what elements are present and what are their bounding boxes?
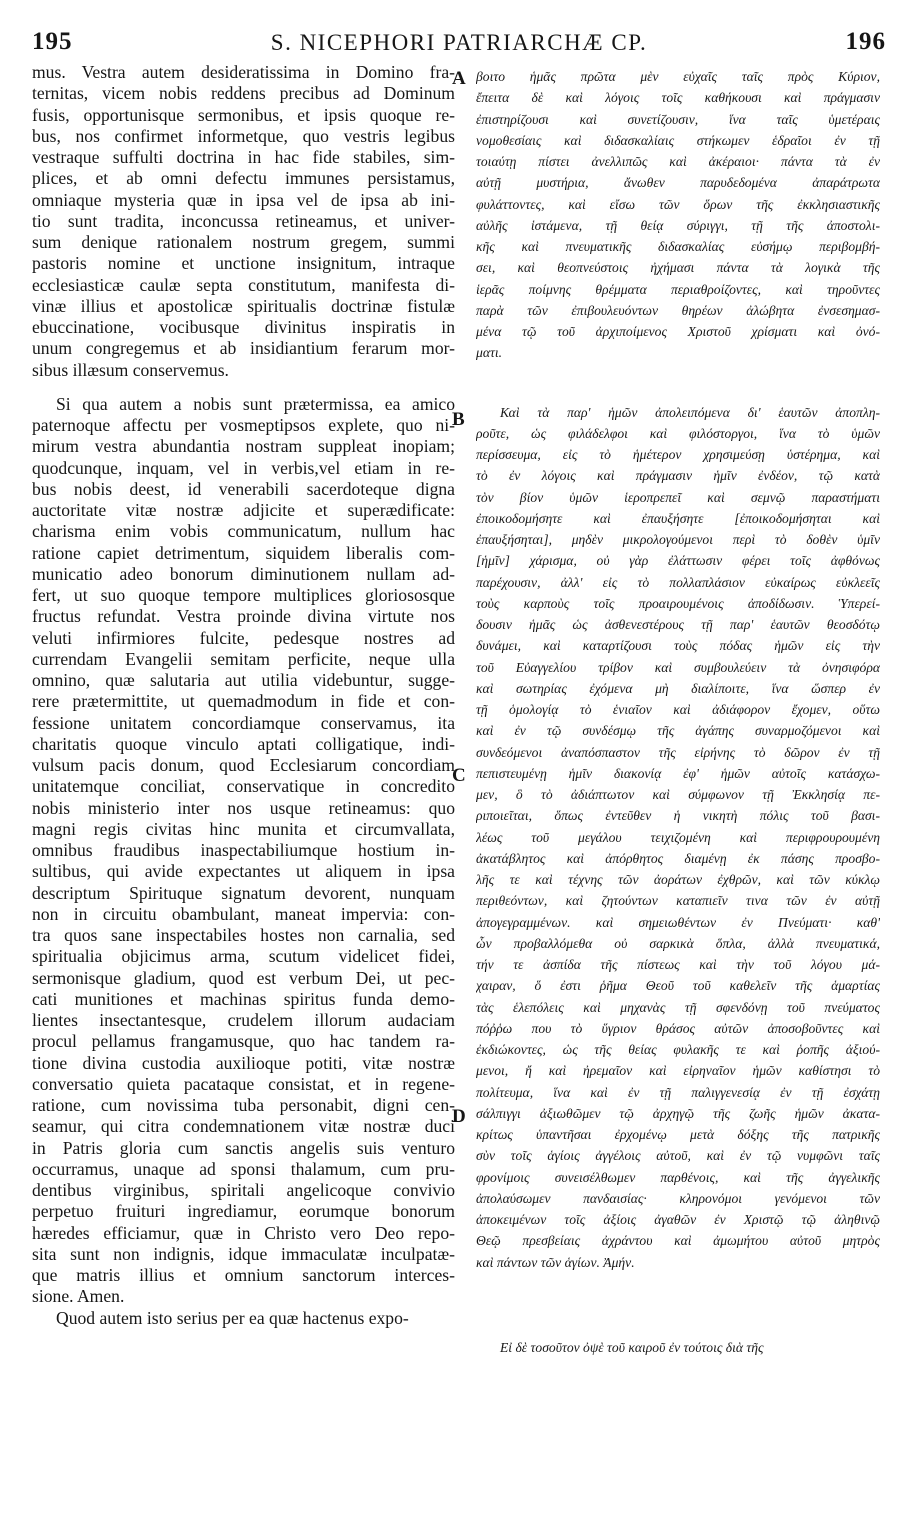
text-line: τήν τε ἀσπίδα τῆς πίστεως καὶ τὴν τοῦ λόγου μά- [476,957,880,972]
text-line: μεν, ὃ τὸ ἀδιάπτωτον καὶ σύμφωνον τῇ Ἐκκλησίᾳ πε- [476,787,880,802]
text-line: unum congregemus et ab insidiantium ferarum mor- [32,338,455,359]
greek-paragraph-3 [476,1337,880,1358]
paragraph-gap [476,364,880,402]
text-line: vestraque suffulti doctrina in hac fide stabiles, sim- [32,147,455,167]
running-header [32,28,886,60]
text-line: auctoritate vitæ nostræ adjicite et superædificate: [32,500,455,520]
text-line: Quod autem isto serius per ea quæ hactenus expo- [56,1307,409,1328]
latin-column [32,62,455,1329]
text-line: omniaque mysteria quæ in ipsa vel de ipsa ab ini- [32,189,455,210]
text-line: omnibus fraudibus inaspectabiliumque hostium in- [32,840,455,860]
text-line: bus, nos confirmet informetque, quo vestris legibus [32,125,455,146]
page-number-left: 195 [32,28,73,55]
text-line: magni regis civitas hinc munita et circumvallata, [32,818,455,839]
text-line: ratione capiet detrimentum, siquidem liberalis com- [32,542,455,563]
text-line: ἐπαυξήσηται], μηδὲν μικρολογούμενοι περὶ τὸ δοθὲν ὑμῖν [476,532,880,547]
text-line: μενοι, ἤ καὶ ἠρεμαῖον καὶ εἰρηναῖον ἡμῶν καθίστησι τὸ [476,1063,880,1079]
text-line: ἀκατάβλητος καὶ ἀπόρθητος διαμένῃ ἐκ πάσης προσβο- [476,850,880,866]
text-line: non in circuitu obambulant, maneat impervia: con- [32,903,455,924]
text-line: δυνάμει, καὶ καταρτίζουσι τοὺς πόδας ἡμῶν εἰς τὴν [476,638,880,654]
latin-paragraph-2 [32,394,455,1308]
text-line: cati munitiones et machinas spiritus funda demo- [32,988,455,1009]
text-line: unitatemque conciliat, conservatique in concredito [32,776,455,797]
text-line: ἐποικοδομήσητε καὶ ἐπαυξήσητε [ἐποικοδομήσηται καὶ [476,510,880,526]
text-line: bus nobis deest, id venerabili sacerdoteque digna [32,478,455,499]
text-line: τῇ ὁμολογίᾳ τὸ ἑνιαῖον καὶ ἀδιάφορον ἔχομεν, οὕτω [476,702,880,717]
text-line: tio sunt tradita, inconcussa retineamus, et univer- [32,210,455,231]
text-line: βοιτο ἡμᾶς πρῶτα μὲν εὐχαῖς ταῖς πρὸς Κύριον, [476,69,880,84]
text-line: sum denique rationalem nostrum gregem, summi [32,232,455,252]
text-line: sultibus, qui avide expectantes ut aliquem in ipsa [32,861,455,882]
text-line: πόῤῥω που τὸ ὕγριον θράσος αὐτῶν ἀποσοβοῦντες καὶ [476,1020,880,1036]
text-line: currendam Evangelii semitam perficite, neque ulla [32,648,455,669]
text-line: sibus illæsum conservemus. [32,359,229,380]
text-line: vinæ illius et apostolicæ spiritualis doctrinæ fistulæ [32,295,455,316]
text-line: omnino, quæ salutaria aut utilia videbuntur, sugge- [32,670,455,690]
paragraph-gap [476,1273,880,1337]
text-line: que matris illius et omnium sanctorum interces- [32,1265,455,1285]
text-line: mirum vestra abundantia nostram suppleat inopiam; [32,436,455,457]
text-line: κρίτως ὑπαντῆσαι ἐρχομένῳ μετὰ δόξης τῆς πατρικῆς [476,1127,880,1142]
text-line: ecclesiasticæ caulæ septa constitutum, manifesta di- [32,274,455,295]
text-line: veluti infirmiores fulcite, pedesque nostres ad [32,627,455,648]
text-line: κῆς καὶ πνευματικῆς διδασκαλίας εὐσήμῳ περιβομβή- [476,239,880,254]
page-number-right: 196 [845,28,886,55]
text-line: ἀπολαύσωμεν πανδαισίας· κληρονόμοι γενόμενοι τῶν [476,1190,880,1206]
text-line: tra quos sane inspectabiles hostes non carnalia, sed [32,925,455,945]
text-line: τοιαύτῃ πίστει ἀνελλιπῶς καὶ ἀκέραιοι· πάντα τὰ ἐν [476,154,880,169]
text-line: sermonisque gladium, quod est verbum Dei, ut pec- [32,967,455,988]
running-title: S. NICEPHORI PATRIARCHÆ CP. [270,30,648,55]
text-line: παρὰ τῶν ἐπιβουλευόντων θηρέων ἀλώβητα ἐνσεσημασ- [476,302,880,318]
text-line: vulsum pacis donum, quod Ecclesiarum concordiam [32,755,455,775]
section-marker-d: D [452,1106,466,1127]
text-line: περίσσευμα, εἰς τὸ ἡμέτερον χρησιμεύσῃ ὑστέρημα, καὶ [476,447,880,462]
text-line: [ἡμῖν] χάρισμα, οὐ γὰρ ἐλάττωσιν φέρει τοῖς ἀφθόνως [476,553,880,569]
text-line: χαιραν, ὅ ἐστι ῥῆμα Θεοῦ τοῦ καθελεῖν τῆς ἁμαρτίας [476,978,880,994]
greek-paragraph-1 [476,66,880,364]
text-line: plices, et ab omni defectu immunes persistamus, [32,168,455,189]
text-line: σὺν τοῖς ἁγίοις ἀγγέλοις αὐτοῦ, καὶ ἐν τῷ νυμφῶνι ταῖς [476,1148,880,1164]
greek-column [476,66,880,1358]
latin-paragraph-1 [32,62,455,381]
text-line: ternitas, vicem nobis reddens precibus ad Dominum [32,83,455,104]
text-line: αὐτῇ μυστήρια, ἄνωθεν παρυδεδομένα ἀπαράτρωτα [476,175,880,191]
text-line: ἀποκειμένων τοῖς ἀξίοις ἀγαθῶν ἐν Χριστῷ τῷ ἀληθινῷ [476,1212,880,1227]
text-line: λέως τοῦ μεγάλου τειχιζομένη καὶ περιφρουρουμένη [476,829,880,845]
paragraph-gap [32,381,455,394]
text-line: ὧν προβαλλόμεθα οὐ σαρκικὰ ὅπλα, ἀλλὰ πνευματικά, [476,935,880,951]
text-line: procul pellamus frangamusque, quo hac tandem ra- [32,1031,455,1052]
section-marker-a: A [452,68,466,89]
text-line: Θεῷ πρεσβείαις ἀχράντου καὶ ἀμωμήτου αὐτοῦ μητρὸς [476,1233,880,1249]
text-line: descriptum Spirituque signatum devorent, nunquam [32,882,455,903]
text-line: conversatio quieta pacataque consistat, et in regene- [32,1073,455,1094]
text-line: τοῦ Εὐαγγελίου τρίβον καὶ συμβουλεύειν τὰ ὀνησιφόρα [476,659,880,675]
text-line: μένα τῷ τοῦ ἀρχιποίμενος Χριστοῦ χρίσματι καὶ ὀνό- [476,324,880,339]
text-line: ἀπογεγραμμένων. καὶ σημειωθέντων ἐν Πνεύματι· καθ' [476,914,880,930]
text-line: fessione unitatem concordiamque conservamus, ita [32,712,455,733]
text-line: sione. Amen. [32,1286,125,1307]
text-line: ἔπειτα δὲ καὶ λόγοις τοῖς καθήκουσι καὶ πράγμασιν [476,90,880,106]
text-line: σει, καὶ θεοπνεύστοις ἠχήμασι πάντα τὰ λογικὰ τῆς [476,260,880,276]
text-line: sita sunt non indignis, idque immaculatæ inculpatæ- [32,1243,455,1264]
text-line: φυλάττοντες, καὶ εἴσω τῶν ὅρων τῆς ἐκκλησιαστικῆς [476,196,880,212]
text-line: dentibus virginibus, spiritali angelicoque convivio [32,1180,455,1200]
text-line: σάλπιγγι ἀξιωθῶμεν τῷ ἀρχηγῷ τῆς ζωῆς ἡμῶν ἀκατα- [476,1105,880,1121]
text-line: τοὺς καρποὺς τοῖς προαιρουμένοις ἀποδίδωσιν. Ὑπερεί- [476,595,880,611]
text-line: quodcunque, inquam, vel in verbis,vel etiam in re- [32,457,455,478]
text-line: Εἰ δὲ τοσοῦτον ὀψὲ τοῦ καιροῦ ἐν τούτοις διὰ τῆς [500,1339,764,1355]
text-line: λῆς τε καὶ τέχνης τῶν ἀοράτων ἐχθρῶν, καὶ τῶν κύκλῳ [476,872,880,887]
text-line: pastoris nomine et unctione insignitum, intraque [32,253,455,274]
text-line: πεπιστευμένῃ ἡμῖν διακονίᾳ ἐφ' ἡμῶν αὐτοῖς κατάσχω- [476,765,880,781]
text-line: καὶ ἐν τῷ συνδέσμῳ τῆς ἀγάπης συναρμοζόμενοι καὶ [476,723,880,739]
text-line: ροῦτε, ὡς φιλάδελφοι καὶ φιλόστοργοι, ἵνα τὸ ὑμῶν [476,425,880,441]
text-line: καὶ σωτηρίας ἐχόμενα μὴ διαλίποιτε, ἵνα ὥσπερ ἐν [476,680,880,696]
text-line: ριποιεῖται, ὅπως ἐντεῦθεν ἡ νικητὴ πόλις τοῦ βασι- [476,808,880,824]
text-line: ebuccinatione, vocibusque divinitus inspiratis in [32,317,455,337]
text-line: paternoque affectu per vosmeptipsos explete, quo ni- [32,415,455,435]
text-line: ἐπιστηρίζουσι καὶ συνετίζουσιν, ἵνα ταῖς ὑμετέραις [476,111,880,127]
text-line: occurramus, unaque ad sponsi thalamum, cum pru- [32,1158,455,1179]
text-line: δουσιν ἡμᾶς ὡς ἀσθενεστέρους τῇ παρ' ἑαυτῶν θεοσδότῳ [476,617,880,632]
section-marker-b: B [452,409,465,430]
text-line: fructus refundat. Vestra proinde divina virtute nos [32,606,455,627]
text-line: Si qua autem a nobis sunt prætermissa, ea amico [56,393,455,414]
text-line: ἱερᾶς ποίμνης θρέμματα περιαθροίζοντες, καὶ τηροῦντες [476,281,880,297]
greek-paragraph-2 [476,402,880,1273]
text-line: charisma enim vobis communicatum, nullum hac [32,521,455,542]
text-line: in Patris gloria cum sanctis angelis suis venturo [32,1137,455,1158]
text-line: rere prætermittite, ut quemadmodum in fide et con- [32,691,455,712]
text-line: καὶ πάντων τῶν ἁγίων. Ἀμήν. [476,1254,635,1270]
section-marker-c: C [452,765,466,786]
text-line: fert, ut suo quoque tempore multiplices gloriososque [32,585,455,605]
latin-paragraph-3 [32,1308,455,1329]
text-line: mus. Vestra autem desideratissima in Domino fra- [32,62,455,82]
text-line: συνδεόμενοι ἀναπόσπαστον τῆς εἰρήνης τὸ δῶρον ἐν τῇ [476,744,880,760]
text-line: περιθεόντων, καὶ ζητούντων καταπιεῖν τινα τῶν ἐν αὐτῇ [476,893,880,909]
text-line: seamur, qui citra condemnationem vitæ nostræ duci [32,1116,455,1137]
text-line: παρέχουσιν, ἀλλ' εἰς τὸ πολλαπλάσιον εὐκαίρως εὐκλεεῖς [476,574,880,590]
text-line: fusis, opportunisque sermonibus, et ipsis quoque re- [32,104,455,125]
text-line: ἐκδιώκοντες, ὡς τῆς θείας φυλακῆς τε καὶ ῥοπῆς ἀξιού- [476,1042,880,1057]
text-line: τὸν βίον ὑμῶν ἱεροπρεπεῖ καὶ σεμνῷ παραστήματι [476,489,880,505]
text-line: perpetuo fruituri ingrediamur, eorumque bonorum [32,1201,455,1222]
text-line: τὸ ἐν λόγοις καὶ πράγμασιν ἡμῖν ἐνδέον, τῷ κατὰ [476,468,880,484]
text-line: municatio adeo bonorum diminutionem nullam ad- [32,563,455,584]
text-line: Καὶ τὰ παρ' ἡμῶν ἀπολειπόμενα δι' ἑαυτῶν ἀποπλη- [500,404,880,420]
text-line: charitatis quoque vinculo aptati colligatique, indi- [32,733,455,754]
text-line: τὰς ἑλεπόλεις καὶ μηχανὰς τῇ σφενδόνῃ τοῦ πνεύματος [476,999,880,1015]
text-line: hæredes efficiamur, quæ in Christo vero Deo repo- [32,1222,455,1243]
text-line: ratione, cum novissima tuba personabit, digni cen- [32,1095,455,1115]
text-line: tione divina custodia auxilioque potiti, vitæ nostræ [32,1052,455,1073]
text-line: φρονίμοις συνεισέλθωμεν παρθένοις, καὶ τῆς ἀγγελικῆς [476,1169,880,1185]
text-line: αὐλῆς ἱστάμενα, τῇ θείᾳ σύριγγι, τῇ τῆς ἀποστολι- [476,217,880,233]
text-line: spiritualia objicimus arma, scutum videlicet fidei, [32,946,455,967]
text-line: lientes insectantesque, crudelem illorum audaciam [32,1010,455,1030]
text-line: νομοθεσίαις καὶ διδασκαλίαις στήκωμεν ἑδραῖοι ἐν τῇ [476,132,880,148]
text-line: πολίτευμα, ἵνα καὶ ἐν τῇ παλιγγενεσίᾳ ἐν τῇ ἐσχάτῃ [476,1084,880,1100]
text-line: ματι. [476,345,502,361]
text-line: nobis ministerio inter nos usque retineamus: quo [32,797,455,818]
